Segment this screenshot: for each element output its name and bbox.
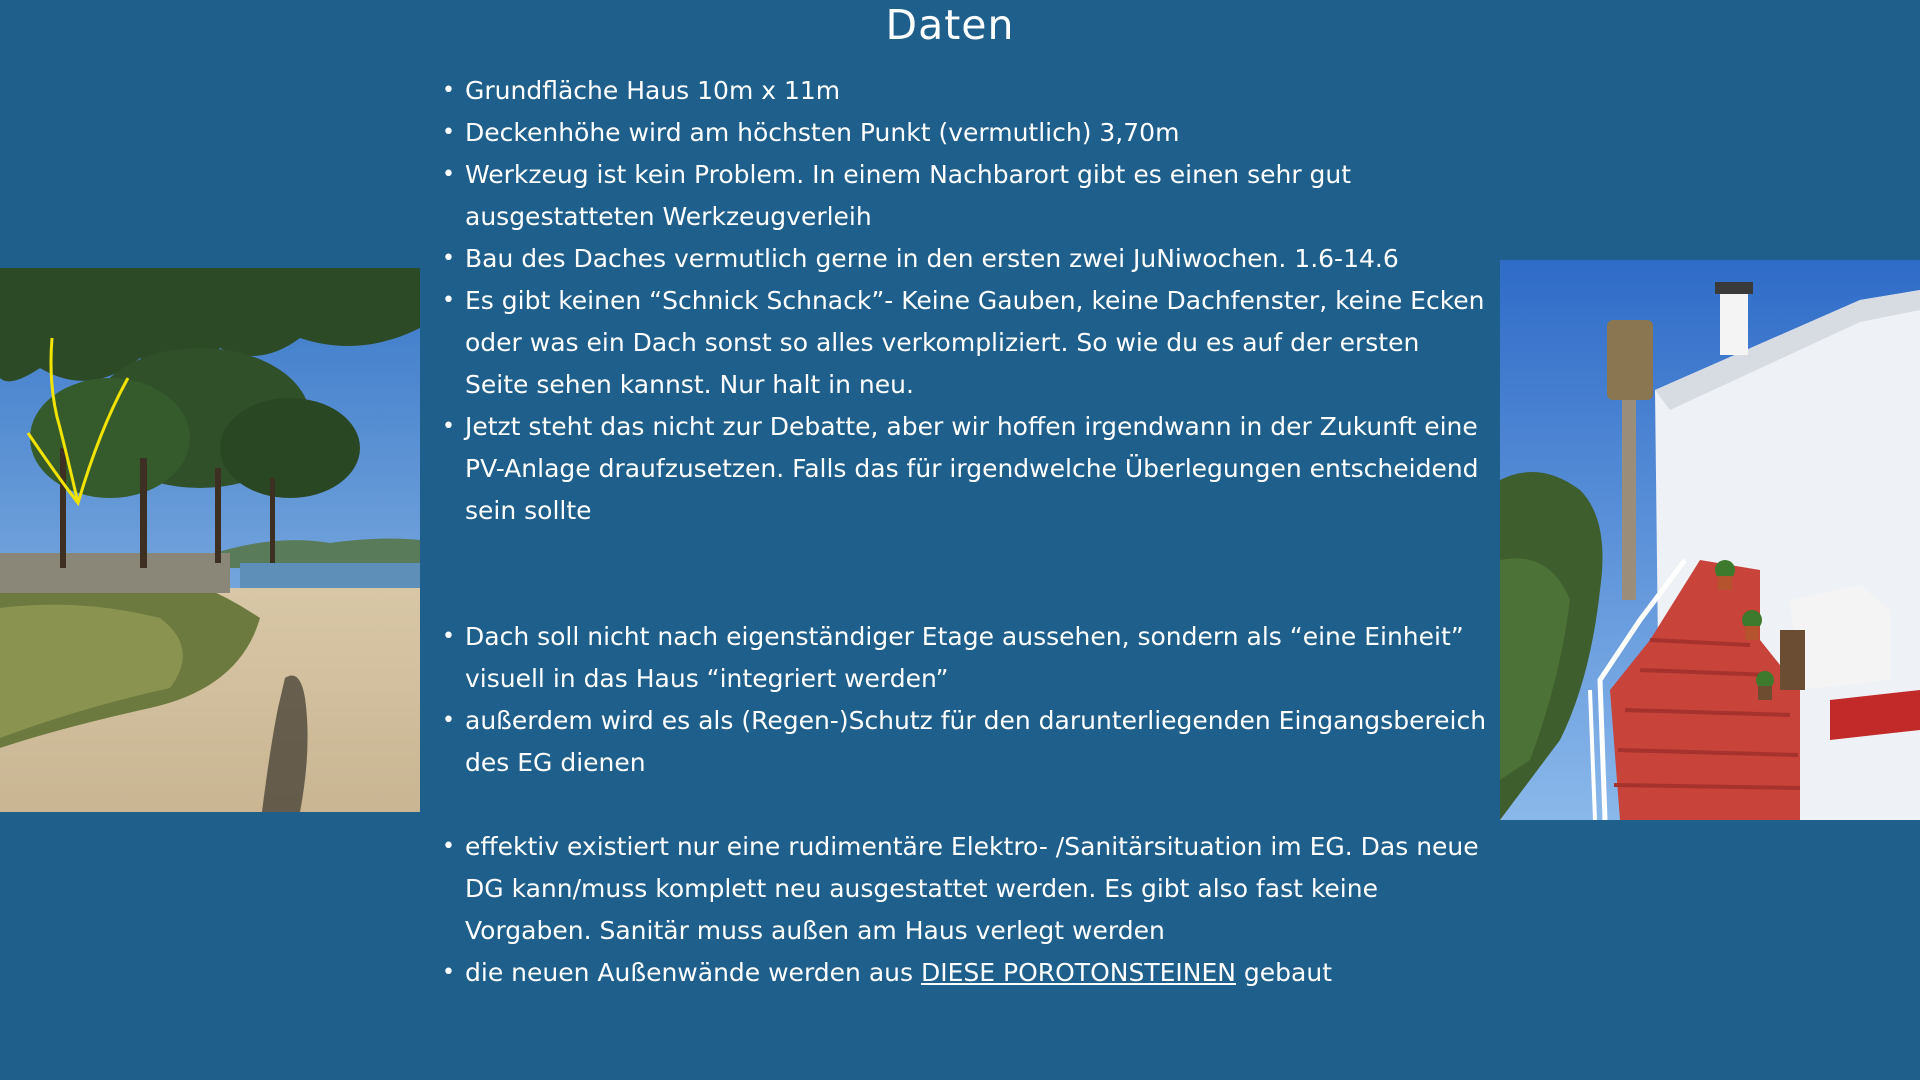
bullet-item-with-link	[440, 952, 1490, 994]
bullet-item: • Grundfläche Haus 10m x 11m	[440, 70, 1490, 112]
bullet-item: • Werkzeug ist kein Problem. In einem Nachbarort gibt es einen sehr gut ausgestatteten Werkzeugverleih	[440, 154, 1490, 238]
spacer	[440, 532, 1490, 616]
bullet-item: • Es gibt keinen “Schnick Schnack”- Keine Gauben, keine Dachfenster, keine Ecken oder was ein Dach sonst so alles verkompliziert. So wie du es auf der ersten Seite sehen kannst. Nur halt in neu.	[440, 280, 1490, 406]
poroton-link[interactable]: DIESE POROTONSTEINEN	[920, 958, 1236, 987]
beach-photo	[0, 268, 420, 812]
bullet-list	[440, 70, 1490, 994]
bullet-text-prefix: die neuen Außenwände werden aus	[465, 958, 921, 987]
bullet-item: • Jetzt steht das nicht zur Debatte, aber wir hoffen irgendwann in der Zukunft eine PV-Anlage draufzusetzen. Falls das für irgendwelche Überlegungen entscheidend sein sollte	[440, 406, 1490, 532]
bullet-item: • außerdem wird es als (Regen-)Schutz für den darunterliegenden Eingangsbereich des EG dienen	[440, 700, 1490, 784]
page-title: Daten	[885, 1, 1015, 49]
bullet-item: • Bau des Daches vermutlich gerne in den ersten zwei JuNiwochen. 1.6-14.6	[440, 238, 1490, 280]
bullet-item: • effektiv existiert nur eine rudimentäre Elektro- /Sanitärsituation im EG. Das neue DG kann/muss komplett neu ausgestattet werden. Es gibt also fast keine Vorgaben. Sanitär muss außen am Haus verlegt werden	[440, 826, 1490, 952]
bullet-item: • Deckenhöhe wird am höchsten Punkt (vermutlich) 3,70m	[440, 112, 1490, 154]
bullet-item: • Dach soll nicht nach eigenständiger Etage aussehen, sondern als “eine Einheit” visuell in das Haus “integriert werden”	[440, 616, 1490, 700]
house-stairs-photo	[1500, 260, 1920, 820]
bullet-text-suffix: gebaut	[1235, 958, 1333, 987]
spacer	[440, 784, 1490, 826]
